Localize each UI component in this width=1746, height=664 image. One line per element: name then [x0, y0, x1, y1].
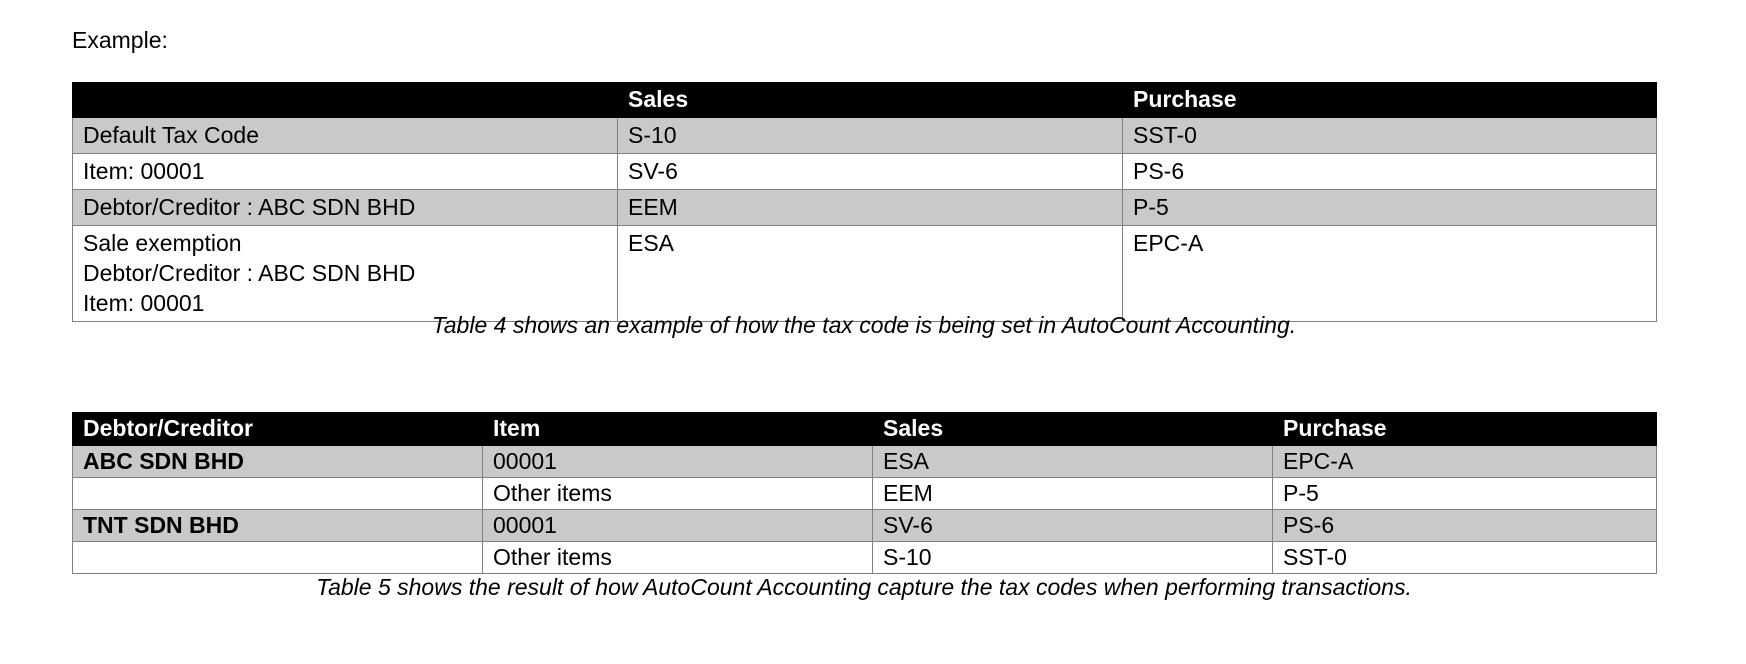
- table-5-cell-r2c3: PS-6: [1273, 510, 1657, 542]
- table-5-cell-r2c1: 00001: [483, 510, 873, 542]
- table-row: [73, 542, 1657, 574]
- table-row: [73, 510, 1657, 542]
- table-4-cell-r0c1: S-10: [618, 118, 1123, 154]
- table-5-header-cell-1: Item: [483, 413, 873, 446]
- table-5-cell-r3c1: Other items: [483, 542, 873, 574]
- table-5-cell-r1c1: Other items: [483, 478, 873, 510]
- table-5-container: [72, 412, 1656, 574]
- table-4-cell-r2c0: Debtor/Creditor : ABC SDN BHD: [73, 190, 618, 226]
- table-row: [73, 118, 1657, 154]
- table-5-cell-r0c0: ABC SDN BHD: [73, 446, 483, 478]
- table-5-cell-r2c2: SV-6: [873, 510, 1273, 542]
- table-5: [72, 412, 1657, 574]
- table-4-cell-r3c2: EPC-A: [1123, 226, 1657, 322]
- table-4-cell-r3c0: Sale exemption Debtor/Creditor : ABC SDN BHD Item: 00001: [73, 226, 618, 322]
- table-row: [73, 190, 1657, 226]
- table-5-header-cell-0: Debtor/Creditor: [73, 413, 483, 446]
- table-header-row: [73, 413, 1657, 446]
- table-5-cell-r2c0: TNT SDN BHD: [73, 510, 483, 542]
- table-4-cell-r3c1: ESA: [618, 226, 1123, 322]
- table-row: [73, 226, 1657, 322]
- table-4-caption: Table 4 shows an example of how the tax code is being set in AutoCount Accounting.: [431, 312, 1297, 338]
- table-5-cell-r3c0: [73, 542, 483, 574]
- table-5-cell-r3c2: S-10: [873, 542, 1273, 574]
- table-4-header-cell-1: Sales: [618, 83, 1123, 118]
- table-5-cell-r1c2: EEM: [873, 478, 1273, 510]
- table-5-cell-r0c3: EPC-A: [1273, 446, 1657, 478]
- table-row: [73, 154, 1657, 190]
- table-5-header-cell-3: Purchase: [1273, 413, 1657, 446]
- table-5-header-cell-2: Sales: [873, 413, 1273, 446]
- example-label: Example:: [72, 27, 168, 53]
- table-4-header-cell-0: [73, 83, 618, 118]
- table-4-cell-r2c1: EEM: [618, 190, 1123, 226]
- table-4-cell-r1c2: PS-6: [1123, 154, 1657, 190]
- table-4-cell-r0c2: SST-0: [1123, 118, 1657, 154]
- table-row: [73, 478, 1657, 510]
- table-row: [73, 446, 1657, 478]
- table-header-row: [73, 83, 1657, 118]
- table-5-cell-r1c3: P-5: [1273, 478, 1657, 510]
- table-4: [72, 82, 1657, 322]
- table-4-cell-r2c2: P-5: [1123, 190, 1657, 226]
- table-5-cell-r0c2: ESA: [873, 446, 1273, 478]
- table-5-caption: Table 5 shows the result of how AutoCount Accounting capture the tax codes when performing transactions.: [316, 574, 1412, 600]
- table-4-container: [72, 82, 1656, 322]
- table-4-cell-r1c0: Item: 00001: [73, 154, 618, 190]
- table-5-cell-r0c1: 00001: [483, 446, 873, 478]
- table-5-cell-r3c3: SST-0: [1273, 542, 1657, 574]
- table-5-cell-r1c0: [73, 478, 483, 510]
- table-4-header-cell-2: Purchase: [1123, 83, 1657, 118]
- table-4-cell-r1c1: SV-6: [618, 154, 1123, 190]
- table-4-cell-r0c0: Default Tax Code: [73, 118, 618, 154]
